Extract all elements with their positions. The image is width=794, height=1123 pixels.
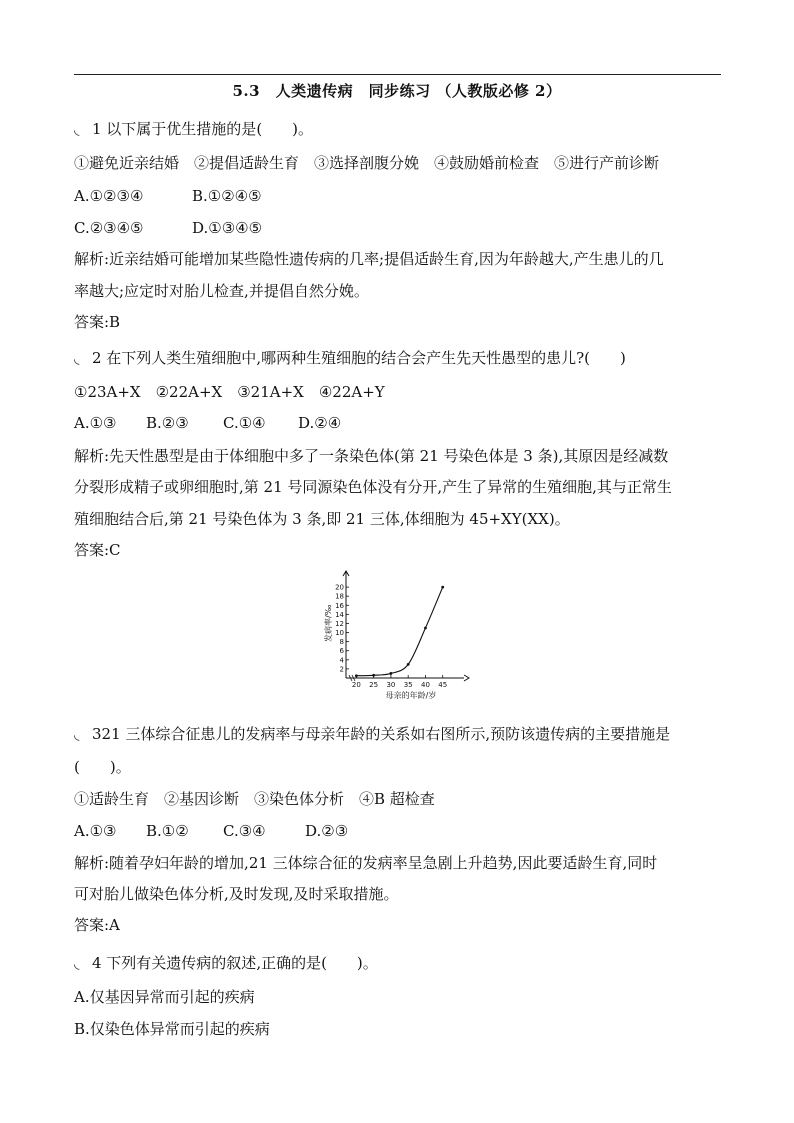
q1-answer: 答案:B — [74, 313, 121, 331]
chart-x-label: 母亲的年龄/岁 — [385, 691, 437, 700]
header-rule — [74, 74, 721, 75]
q3-options — [74, 821, 348, 841]
q3-items: ①适龄生育 ②基因诊断 ③染色体分析 ④B 超检查 — [74, 790, 435, 808]
q4-option-b: B.仅染色体异常而引起的疾病 — [74, 1020, 270, 1038]
q2-option-a: A.①③ — [74, 414, 117, 432]
question-marker-icon: ◟ — [74, 122, 80, 138]
question-marker-icon: ◟ — [74, 727, 80, 743]
y-tick-label: 14 — [335, 610, 344, 619]
q2-options — [74, 413, 341, 433]
y-tick-label: 12 — [335, 619, 344, 628]
x-axis-arrow-icon — [464, 675, 469, 681]
chart-y-label: 发病率/‰ — [324, 604, 333, 642]
q3-analysis-line2: 可对胎儿做染色体分析,及时发现,及时采取措施。 — [74, 885, 399, 903]
page-title: 5.3 人类遗传病 同步练习 （人教版必修 2） — [232, 82, 562, 100]
q1-analysis-line1: 解析:近亲结婚可能增加某些隐性遗传病的几率;提倡适龄生育,因为年龄越大,产生患儿的几 — [74, 250, 664, 268]
y-tick-label: 16 — [335, 601, 344, 610]
chart-axes — [343, 571, 469, 681]
q2-analysis-line3: 殖细胞结合后,第 21 号染色体为 3 条,即 21 三体,体细胞为 45+XY(XX)。 — [74, 510, 570, 528]
q1-options-row2 — [74, 218, 262, 238]
data-point — [355, 674, 358, 677]
y-tick-label: 2 — [339, 665, 344, 674]
q2-analysis-line1: 解析:先天性愚型是由于体细胞中多了一条染色体(第 21 号染色体是 3 条),其原因是经减数 — [74, 447, 669, 465]
question-marker-icon: ◟ — [74, 351, 80, 367]
q1-option-b: B.①②④⑤ — [192, 187, 262, 205]
q2-option-b: B.②③ — [146, 414, 189, 432]
x-tick-label: 30 — [386, 681, 396, 689]
q3-stem-line1 — [74, 724, 670, 745]
x-tick-label: 40 — [420, 681, 430, 689]
q3-stem-2: ( )。 — [74, 758, 131, 776]
q4-stem: 4 下列有关遗传病的叙述,正确的是( )。 — [92, 954, 378, 972]
question-marker-icon: ◟ — [74, 956, 80, 972]
q4-stem-line — [74, 953, 378, 974]
q1-analysis-line2: 率越大;应定时对胎儿检查,并提倡自然分娩。 — [74, 282, 369, 300]
y-tick-label: 4 — [339, 656, 344, 665]
y-tick-label: 6 — [339, 647, 344, 656]
y-tick-label: 10 — [335, 629, 344, 638]
q1-options-row1 — [74, 186, 262, 206]
x-tick-label: 20 — [351, 681, 361, 689]
data-point — [424, 627, 427, 630]
q3-option-c: C.③④ — [223, 822, 266, 840]
x-tick-label: 45 — [438, 681, 448, 689]
q2-stem-line — [74, 348, 626, 369]
y-tick-label: 20 — [335, 583, 344, 592]
data-point — [372, 674, 375, 677]
q1-option-c: C.②③④⑤ — [74, 219, 144, 237]
q2-items: ①23A+X ②22A+X ③21A+X ④22A+Y — [74, 383, 385, 401]
q2-stem: 2 在下列人类生殖细胞中,哪两种生殖细胞的结合会产生先天性愚型的患儿?( ) — [92, 349, 626, 367]
q2-analysis-line2: 分裂形成精子或卵细胞时,第 21 号同源染色体没有分开,产生了异常的生殖细胞,其与正常生 — [74, 478, 672, 496]
q3-option-d: D.②③ — [305, 822, 349, 840]
x-tick-label: 25 — [369, 681, 379, 689]
y-tick-label: 8 — [339, 638, 344, 647]
chart-series-line — [356, 587, 442, 676]
q1-option-a: A.①②③④ — [74, 187, 144, 205]
chart-points — [355, 586, 444, 677]
q3-answer: 答案:A — [74, 916, 120, 934]
q3-option-a: A.①③ — [74, 822, 117, 840]
chart-y-ticks — [335, 584, 349, 674]
incidence-chart — [320, 568, 470, 703]
data-point — [407, 663, 410, 666]
data-point — [390, 672, 393, 675]
data-point — [441, 586, 444, 589]
q2-option-c: C.①④ — [223, 414, 266, 432]
q1-stem-line — [74, 119, 313, 140]
q4-option-a: A.仅基因异常而引起的疾病 — [74, 988, 255, 1006]
q2-option-d: D.②④ — [298, 414, 342, 432]
q1-stem: 1 以下属于优生措施的是( )。 — [92, 120, 314, 138]
chart-x-ticks — [352, 675, 447, 689]
q3-analysis-line1: 解析:随着孕妇年龄的增加,21 三体综合征的发病率呈急剧上升趋势,因此要适龄生育,同时 — [74, 854, 658, 872]
q3-option-b: B.①② — [146, 822, 189, 840]
x-tick-label: 35 — [403, 681, 413, 689]
q1-items: ①避免近亲结婚 ②提倡适龄生育 ③选择剖腹分娩 ④鼓励婚前检查 ⑤进行产前诊断 — [74, 154, 660, 172]
q2-answer: 答案:C — [74, 541, 121, 559]
q1-option-d: D.①③④⑤ — [192, 219, 263, 237]
y-tick-label: 18 — [335, 592, 344, 601]
q3-stem-1: 321 三体综合征患儿的发病率与母亲年龄的关系如右图所示,预防该遗传病的主要措施是 — [92, 725, 671, 743]
